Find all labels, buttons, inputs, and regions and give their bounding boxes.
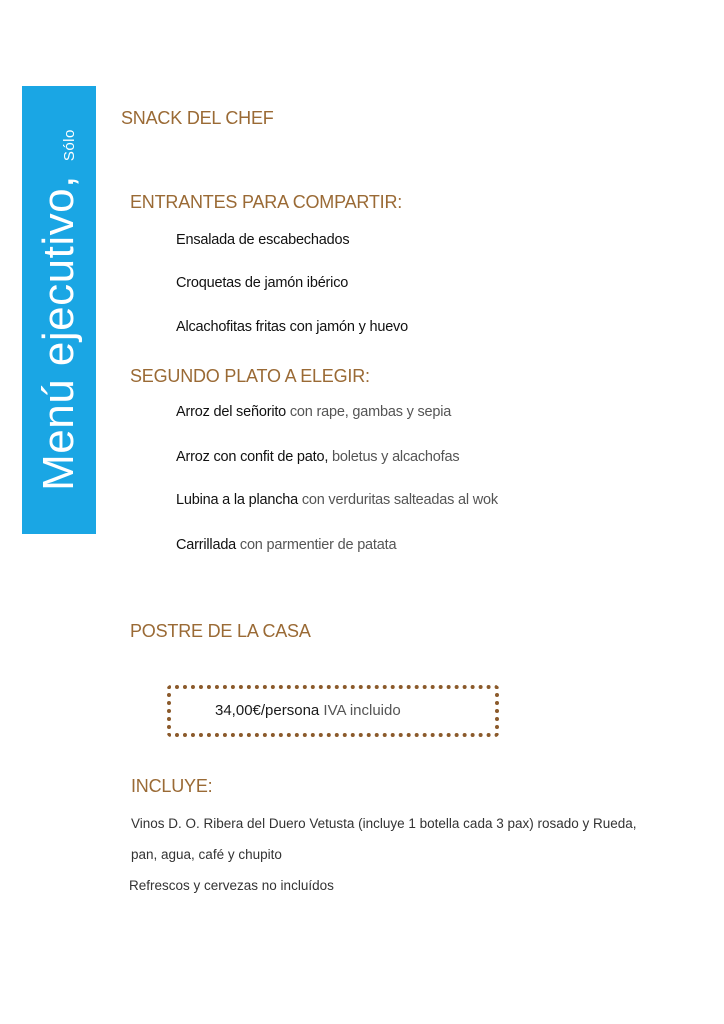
main-item-detail: con rape, gambas y sepia <box>286 404 452 420</box>
snack-heading: SNACK DEL CHEF <box>121 108 274 128</box>
main-item-detail: boletus y alcachofas <box>328 449 460 465</box>
mains-heading: SEGUNDO PLATO A ELEGIR: <box>130 366 370 386</box>
includes-line: Vinos D. O. Ribera del Duero Vetusta (incluye 1 botella cada 3 pax) rosado y Rueda, <box>131 816 637 831</box>
main-item <box>176 404 451 420</box>
price-text <box>215 702 401 719</box>
main-item-detail: con verduritas salteadas al wok <box>297 492 498 508</box>
includes-heading: INCLUYE: <box>131 776 213 796</box>
main-item-name: Carrillada <box>176 537 237 553</box>
main-item <box>176 449 459 465</box>
main-item <box>176 537 396 553</box>
banner-title: Menú ejecutivo, <box>34 175 83 491</box>
starter-item: Croquetas de jamón ibérico <box>176 275 349 291</box>
main-item-name: Arroz con confit de pato, <box>176 449 329 465</box>
includes-line: Refrescos y cervezas no incluídos <box>129 878 334 893</box>
side-banner <box>22 86 96 534</box>
dessert-heading: POSTRE DE LA CASA <box>130 621 311 641</box>
main-item-name: Lubina a la plancha <box>176 492 298 508</box>
starters-heading: ENTRANTES PARA COMPARTIR: <box>130 192 403 212</box>
main-item-detail: con parmentier de patata <box>236 537 397 553</box>
includes-line: pan, agua, café y chupito <box>131 847 282 862</box>
side-banner-text <box>34 129 84 491</box>
main-item-name: Arroz del señorito <box>176 404 287 420</box>
starter-item: Alcachofitas fritas con jamón y huevo <box>176 319 408 335</box>
starter-item: Ensalada de escabechados <box>176 232 350 248</box>
main-item <box>176 492 498 508</box>
price-tax: IVA incluido <box>319 702 401 719</box>
price-box <box>167 685 499 737</box>
banner-subtitle: Sólo <box>61 129 78 162</box>
price-amount: 34,00€/persona <box>215 702 320 719</box>
